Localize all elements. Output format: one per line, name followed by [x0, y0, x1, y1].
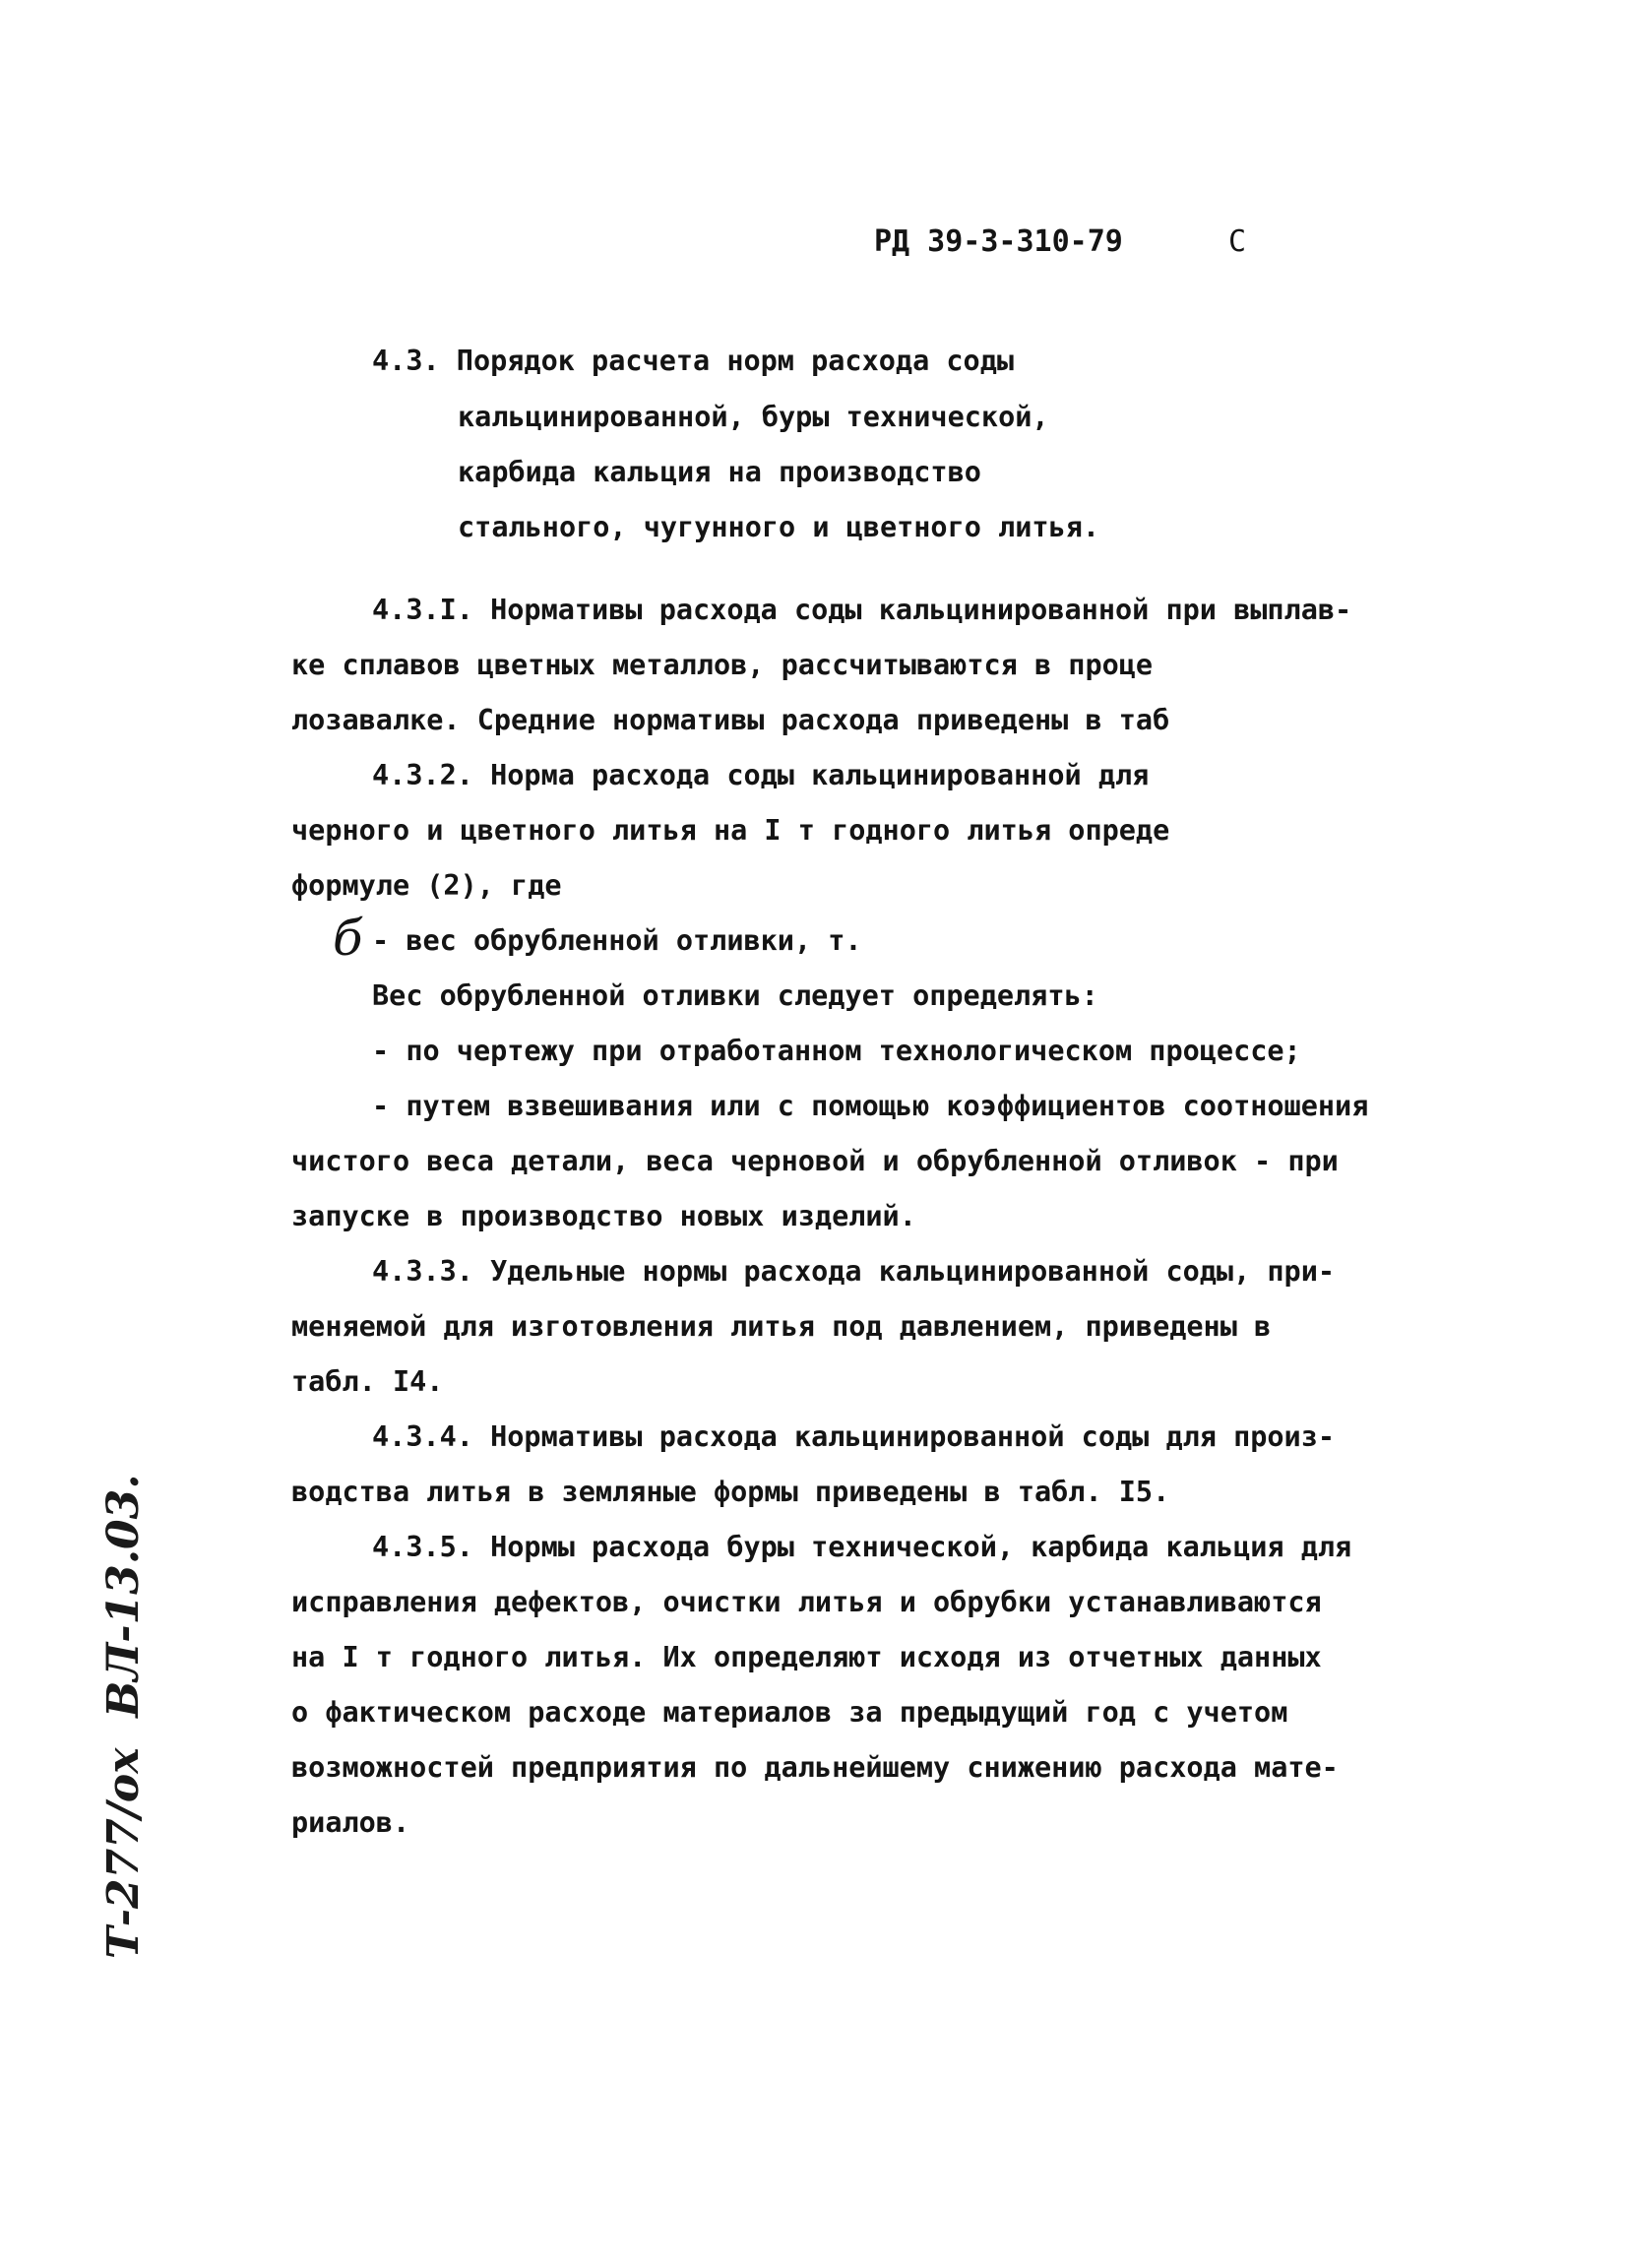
- paragraph-line: 4.3.3. Удельные нормы расхода кальцинированной соды, при-: [372, 1255, 1336, 1288]
- paragraph-line: меняемой для изготовления литья под давлением, приведены в: [291, 1310, 1272, 1343]
- section-title-line-3: карбида кальция на производство: [458, 456, 981, 488]
- sigma-symbol: б: [333, 910, 363, 967]
- paragraph-line: о фактическом расходе материалов за предыдущий год с учетом: [291, 1696, 1288, 1729]
- page-mark: С: [1228, 224, 1247, 259]
- paragraph-line: 4.3.2. Норма расхода соды кальцинированной для: [372, 759, 1150, 791]
- paragraph-line: исправления дефектов, очистки литья и обрубки устанавливаются: [291, 1586, 1322, 1618]
- section-title-line-4: стального, чугунного и цветного литья.: [458, 511, 1100, 543]
- section-title-line-1: 4.3. Порядок расчета норм расхода соды: [372, 345, 1015, 377]
- section-title-line-2: кальцинированной, буры технической,: [458, 401, 1049, 433]
- paragraph-line: на I т годного литья. Их определяют исходя из отчетных данных: [291, 1641, 1322, 1673]
- document-code: РД 39-3-310-79: [874, 224, 1123, 259]
- paragraph-line: - вес обрубленной отливки, т.: [372, 924, 862, 957]
- paragraph-line: - по чертежу при отработанном технологическом процессе;: [372, 1035, 1301, 1067]
- paragraph-line: ке сплавов цветных металлов, рассчитываются в проце: [291, 649, 1154, 681]
- paragraph-line: - путем взвешивания или с помощью коэффициентов соотношения: [372, 1090, 1369, 1122]
- paragraph-line: Вес обрубленной отливки следует определять:: [372, 979, 1098, 1012]
- paragraph-line: чистого веса детали, веса черновой и обрубленной отливок - при: [291, 1145, 1339, 1177]
- paragraph-line: 4.3.5. Нормы расхода буры технической, карбида кальция для: [372, 1531, 1352, 1563]
- paragraph-line: 4.3.I. Нормативы расхода соды кальцинированной при выплав-: [372, 594, 1352, 626]
- paragraph-line: возможностей предприятия по дальнейшему снижению расхода мате-: [291, 1751, 1339, 1784]
- handwritten-margin-note: Т-277/ох ВЛ-13.03.: [98, 1474, 149, 1959]
- paragraph-line: 4.3.4. Нормативы расхода кальцинированной соды для произ-: [372, 1420, 1336, 1453]
- paragraph-line: запуске в производство новых изделий.: [291, 1200, 916, 1232]
- paragraph-line: табл. I4.: [291, 1365, 444, 1398]
- paragraph-line: риалов.: [291, 1806, 410, 1839]
- paragraph-line: водства литья в земляные формы приведены в табл. I5.: [291, 1476, 1170, 1508]
- paragraph-line: формуле (2), где: [291, 869, 562, 902]
- paragraph-line: лозавалке. Средние нормативы расхода приведены в таб: [291, 704, 1170, 736]
- paragraph-line: черного и цветного литья на I т годного литья опреде: [291, 814, 1170, 847]
